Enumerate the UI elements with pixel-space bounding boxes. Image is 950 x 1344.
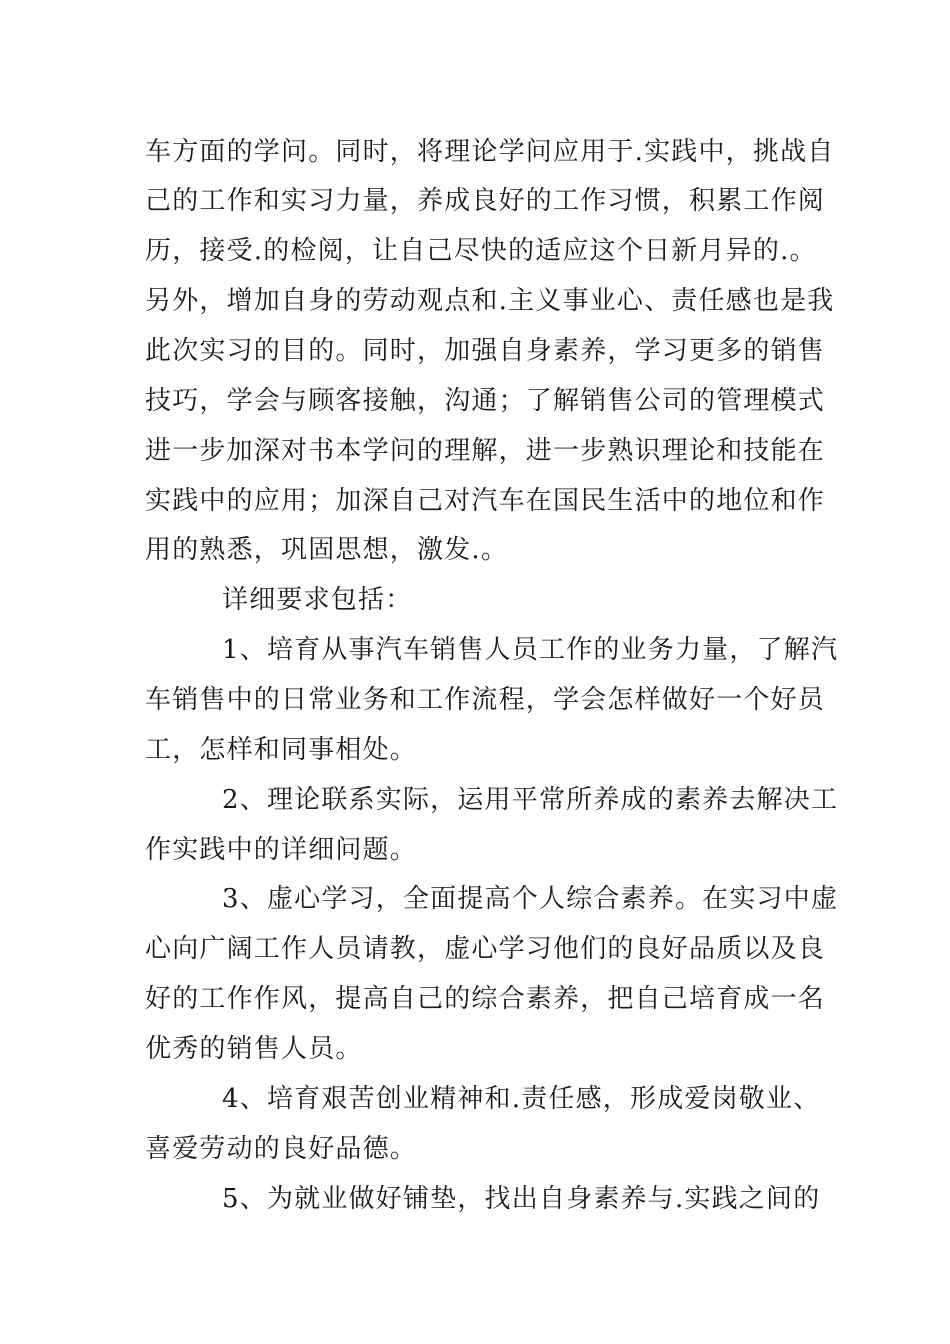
list-item-2-start: 2、理论联系实际，运用平常所养成的素养去解决工 (222, 785, 839, 815)
text-line: 作实践中的详细问题。 (145, 835, 418, 865)
text-line: 心向广阔工作人员请教，虚心学习他们的良好品质以及良 (145, 934, 826, 964)
text-line: 喜爱劳动的良好品德。 (145, 1134, 418, 1164)
text-line: 车销售中的日常业务和工作流程，学会怎样做好一个好员 (145, 685, 826, 715)
text-line: 己的工作和实习力量，养成良好的工作习惯，积累工作阅 (145, 186, 826, 216)
text-line: 技巧，学会与顾客接触，沟通；了解销售公司的管理模式 (145, 386, 826, 416)
list-item-5-start: 5、为就业做好铺垫，找出自身素养与.实践之间的 (222, 1184, 821, 1214)
list-item-1-start: 1、培育从事汽车销售人员工作的业务力量，了解汽 (222, 635, 839, 665)
text-line: 优秀的销售人员。 (145, 1034, 363, 1064)
list-item-4-start: 4、培育艰苦创业精神和.责任感，形成爱岗敬业、 (222, 1084, 821, 1114)
text-line: 此次实习的目的。同时，加强自身素养，学习更多的销售 (145, 336, 826, 366)
text-line: 历，接受.的检阅，让自己尽快的适应这个日新月异的.。 (145, 236, 817, 266)
text-line: 进一步加深对书本学问的理解，进一步熟识理论和技能在 (145, 436, 826, 466)
text-line: 实践中的应用；加深自己对汽车在国民生活中的地位和作 (145, 486, 826, 516)
text-line: 另外，增加自身的劳动观点和.主义事业心、责任感也是我 (145, 286, 835, 316)
text-line: 车方面的学问。同时，将理论学问应用于.实践中，挑战自 (145, 137, 835, 167)
text-line: 工，怎样和同事相处。 (145, 735, 418, 765)
list-item-3-start: 3、虚心学习，全面提高个人综合素养。在实习中虚 (222, 884, 839, 914)
text-line: 好的工作作风，提高自己的综合素养，把自己培育成一名 (145, 984, 826, 1014)
text-line: 用的熟悉，巩固思想，激发.。 (145, 535, 509, 565)
section-heading: 详细要求包括： (222, 585, 413, 615)
